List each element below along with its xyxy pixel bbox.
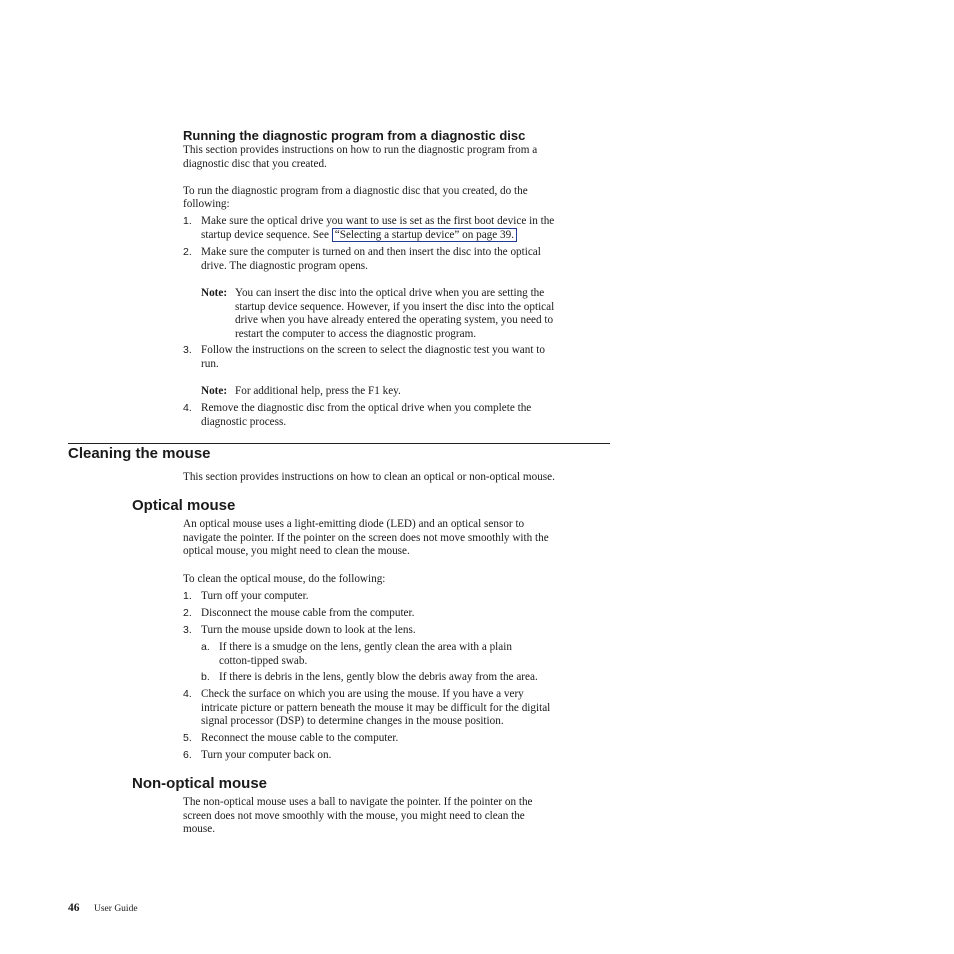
footer-title: User Guide: [94, 904, 138, 914]
note-label: Note:: [201, 385, 228, 397]
list-item: [201, 344, 613, 371]
non-optical-paragraph: [183, 796, 613, 837]
step-text: drive. The diagnostic program opens.: [201, 259, 368, 272]
section-heading-non-optical: Non-optical mouse: [132, 775, 268, 792]
cross-reference-link[interactable]: “Selecting a startup device” on page 39.: [332, 228, 517, 242]
note-label: Note:: [201, 287, 228, 299]
cleaning-intro: This section provides instructions on how to clean an optical or non-optical mouse.: [183, 471, 555, 483]
step-text: Disconnect the mouse cable from the computer.: [201, 607, 415, 619]
note-text: [235, 287, 610, 341]
diag-intro-line: This section provides instructions on how to run the diagnostic program from a: [183, 144, 538, 156]
step-number: 3.: [183, 624, 192, 636]
step-text: Make sure the computer is turned on and then insert the disc into the optical: [201, 246, 541, 258]
step-text: diagnostic process.: [201, 415, 287, 428]
step-text: Make sure the optical drive you want to use is set as the first boot device in the: [201, 215, 555, 227]
step-number: 4.: [183, 402, 192, 414]
step-number: 6.: [183, 749, 192, 761]
step-number: 4.: [183, 688, 192, 700]
list-item: [201, 246, 613, 273]
step-number: 1.: [183, 590, 192, 602]
section-heading-cleaning: Cleaning the mouse: [68, 445, 211, 462]
step-text: startup device sequence. See: [201, 228, 332, 241]
note-line: drive when you have already entered the operating system, you need to: [235, 314, 554, 327]
step-text: Follow the instructions on the screen to select the diagnostic test you want to: [201, 344, 545, 356]
note-text: For additional help, press the F1 key.: [235, 385, 401, 397]
list-item: [201, 688, 613, 729]
paragraph-line: navigate the pointer. If the pointer on the screen does not move smoothly with the: [183, 531, 549, 544]
list-item: [201, 215, 613, 242]
step-text: Reconnect the mouse cable to the computer.: [201, 732, 399, 744]
page-number: 46: [68, 902, 80, 914]
optical-paragraph: [183, 518, 613, 559]
substep-text: If there is a smudge on the lens, gently clean the area with a plain: [219, 641, 512, 653]
step-text: Turn off your computer.: [201, 590, 309, 602]
substep-text: cotton-tipped swab.: [219, 654, 308, 667]
section-heading-diagnostic: Running the diagnostic program from a diagnostic disc: [183, 128, 526, 143]
diag-lead-line: To run the diagnostic program from a diagnostic disc that you created, do the: [183, 185, 528, 197]
substep-number: a.: [201, 641, 210, 653]
optical-lead: To clean the optical mouse, do the following:: [183, 573, 386, 585]
paragraph-line: mouse.: [183, 823, 216, 836]
step-number: 1.: [183, 215, 192, 227]
step-text: Remove the diagnostic disc from the optical drive when you complete the: [201, 402, 532, 414]
diag-intro-line: diagnostic disc that you created.: [183, 158, 327, 170]
section-heading-optical: Optical mouse: [132, 497, 236, 514]
section-divider: [68, 443, 610, 444]
step-number: 3.: [183, 344, 192, 356]
list-item: [201, 402, 613, 429]
note-line: startup device sequence. However, if you insert the disc into the optical: [235, 300, 555, 313]
step-text: run.: [201, 357, 219, 370]
step-text-cont: [201, 229, 613, 243]
note-line: You can insert the disc into the optical drive when you are setting the: [235, 287, 545, 299]
list-item: [219, 641, 613, 668]
paragraph-line: screen does not move smoothly with the mouse, you might need to clean the: [183, 809, 525, 822]
substep-number: b.: [201, 671, 210, 683]
step-text: intricate picture or pattern beneath the mouse it may be difficult for the digital: [201, 701, 551, 714]
step-text: Turn the mouse upside down to look at the lens.: [201, 624, 416, 636]
step-number: 5.: [183, 732, 192, 744]
diag-lead-line: following:: [183, 198, 230, 210]
paragraph-line: The non-optical mouse uses a ball to navigate the pointer. If the pointer on the: [183, 796, 533, 808]
note-line: restart the computer to access the diagnostic program.: [235, 327, 477, 340]
paragraph-line: optical mouse, you might need to clean the mouse.: [183, 545, 410, 558]
step-text: signal processor (DSP) to determine changes in the mouse position.: [201, 715, 504, 728]
step-text: Check the surface on which you are using the mouse. If you have a very: [201, 688, 524, 700]
step-text: Turn your computer back on.: [201, 749, 332, 761]
paragraph-line: An optical mouse uses a light-emitting diode (LED) and an optical sensor to: [183, 518, 525, 530]
step-number: 2.: [183, 246, 192, 258]
step-number: 2.: [183, 607, 192, 619]
substep-text: If there is debris in the lens, gently blow the debris away from the area.: [219, 671, 538, 683]
